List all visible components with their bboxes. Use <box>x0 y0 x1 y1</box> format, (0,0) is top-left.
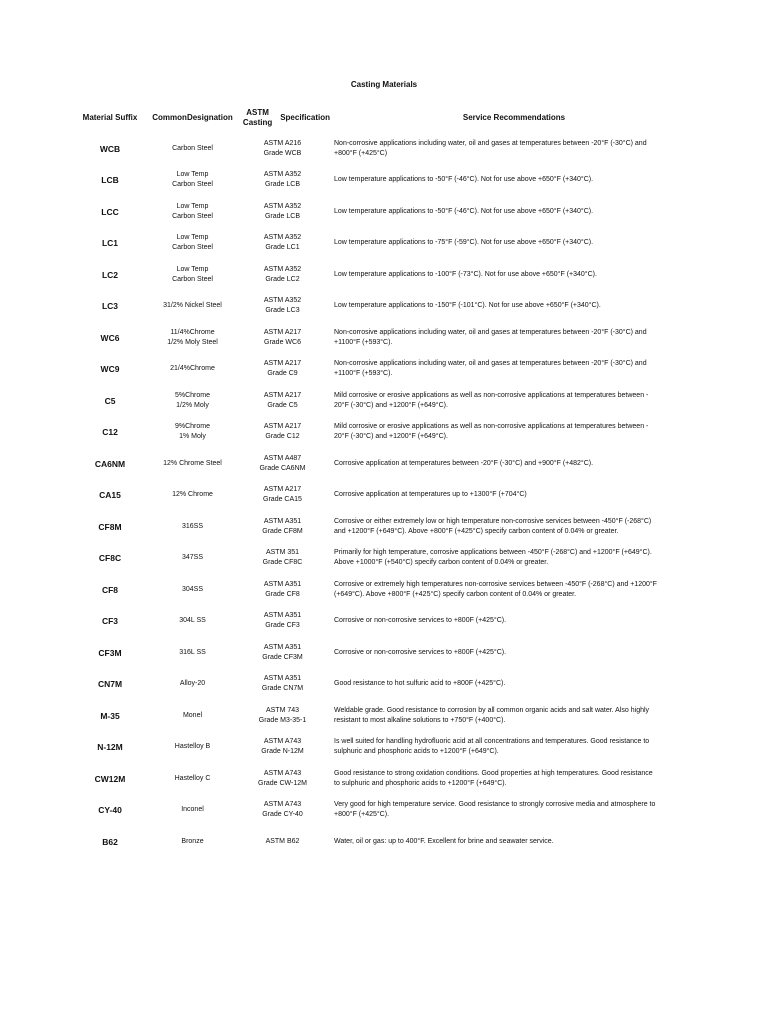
service-recommendation <box>334 480 694 512</box>
common-designation <box>150 259 235 291</box>
suffix-text: CA15 <box>99 490 121 501</box>
service-recommendation <box>334 574 694 606</box>
header-astm-specification <box>235 106 330 130</box>
text-line: 1/2% Moly Steel <box>167 338 218 346</box>
text-line: Grade M3-35-1 <box>258 716 307 724</box>
text-line: Low temperature applications to -75°F (-59°C). Not for use above +650°F (+340°C). <box>334 239 594 247</box>
material-suffix <box>70 480 150 512</box>
common-designation <box>150 228 235 260</box>
table-row <box>0 133 768 165</box>
material-suffix <box>70 669 150 701</box>
table-row <box>0 417 768 449</box>
service-recommendation <box>334 826 694 858</box>
text-line: ASTM A352 <box>263 202 302 210</box>
material-suffix <box>70 259 150 291</box>
text-line: Hastelloy B <box>174 743 211 751</box>
astm-specification <box>235 196 330 228</box>
text-line: Low temperature applications to -150°F (-101°C). Not for use above +650°F (+340°C). <box>334 302 601 310</box>
text-line: +800°F (+425°C) <box>334 149 388 157</box>
text-line: sulphuric and phosphoric acids to +1200°F (+649°C). <box>334 748 499 756</box>
text-line: Corrosive or non-corrosive services to +800F (+425°C). <box>334 617 507 625</box>
suffix-text: M-35 <box>100 710 120 721</box>
text-line: Non-corrosive applications including water, oil and gases at temperatures between -20°F (-30°C) and <box>334 139 647 147</box>
common-designation <box>150 732 235 764</box>
text-line: Carbon Steel <box>172 275 213 283</box>
text-line: 316SS <box>181 522 204 530</box>
table-row <box>0 196 768 228</box>
text-line: 1% Moly <box>179 433 206 441</box>
material-suffix <box>70 196 150 228</box>
common-designation <box>150 511 235 543</box>
text-line: Material Suffix <box>82 113 138 122</box>
common-designation <box>150 291 235 323</box>
service-recommendation <box>334 259 694 291</box>
suffix-text: CF8C <box>98 553 122 564</box>
text-line: 31/2% Nickel Steel <box>163 302 222 310</box>
common-designation <box>150 133 235 165</box>
text-line: +1100°F (+593°C). <box>334 370 393 378</box>
text-line: Grade LCB <box>264 181 301 189</box>
text-line: ASTM A217 <box>263 391 302 399</box>
service-recommendation <box>334 448 694 480</box>
common-designation <box>150 385 235 417</box>
text-line: 316L SS <box>179 648 206 656</box>
material-suffix <box>70 417 150 449</box>
text-line: ASTM A351 <box>263 643 302 651</box>
text-line: Mild corrosive or erosive applications as well as non-corrosive applications at temperatures between - <box>334 423 649 431</box>
text-line: Grade LCB <box>264 212 301 220</box>
text-line: Low Temp <box>176 202 209 210</box>
text-line: 347SS <box>181 554 204 562</box>
text-line: Alloy-20 <box>179 680 206 688</box>
text-line: Carbon Steel <box>172 181 213 189</box>
text-line: ASTM A352 <box>263 171 302 179</box>
text-line: ASTM A352 <box>263 265 302 273</box>
astm-specification <box>235 448 330 480</box>
astm-specification <box>235 700 330 732</box>
text-line: to sulphuric and phosphoric acids to +1200°F (+649°C). <box>334 779 507 787</box>
astm-specification <box>235 259 330 291</box>
text-line: ASTM A743 <box>263 738 302 746</box>
text-line: Grade WC6 <box>264 338 301 346</box>
text-line: Specification <box>280 113 330 122</box>
header-common-designation <box>150 106 235 130</box>
material-suffix <box>70 700 150 732</box>
text-line: Good resistance to hot sulfuric acid to +800F (+425°C). <box>334 680 506 688</box>
suffix-text: CA6NM <box>94 458 126 469</box>
astm-specification <box>235 543 330 575</box>
common-designation <box>150 165 235 197</box>
text-line: Low temperature applications to -100°F (-73°C). Not for use above +650°F (+340°C). <box>334 270 597 278</box>
table-row <box>0 291 768 323</box>
table-row <box>0 574 768 606</box>
text-line: 20°F (-30°C) and +1200°F (+649°C). <box>334 433 448 441</box>
service-recommendation <box>334 606 694 638</box>
text-line: Primarily for high temperature, corrosive applications between -450°F (-268°C) and +1200°F (+649°C). <box>334 549 652 557</box>
material-suffix <box>70 322 150 354</box>
table-row <box>0 606 768 638</box>
suffix-text: CF8M <box>98 521 122 532</box>
text-line: ASTM A352 <box>263 297 302 305</box>
common-designation <box>150 700 235 732</box>
text-line: +800°F (+425°C). <box>334 811 390 819</box>
table-row <box>0 543 768 575</box>
service-recommendation <box>334 700 694 732</box>
text-line: Low Temp <box>176 234 209 242</box>
text-line: 12% Chrome Steel <box>163 459 222 467</box>
service-recommendation <box>334 543 694 575</box>
table-row <box>0 795 768 827</box>
astm-specification <box>235 133 330 165</box>
text-line: Carbon Steel <box>172 144 213 152</box>
suffix-text: C5 <box>104 395 116 406</box>
text-line: Corrosive application at temperatures up to +1300°F (+704°C) <box>334 491 527 499</box>
material-suffix <box>70 354 150 386</box>
material-suffix <box>70 165 150 197</box>
text-line: Grade N-12M <box>261 748 304 756</box>
common-designation <box>150 322 235 354</box>
table-row <box>0 511 768 543</box>
service-recommendation <box>334 165 694 197</box>
astm-specification <box>235 511 330 543</box>
astm-specification <box>235 385 330 417</box>
text-line: Carbon Steel <box>172 212 213 220</box>
text-line: ASTM A743 <box>263 801 302 809</box>
text-line: Grade LC2 <box>265 275 300 283</box>
service-recommendation <box>334 763 694 795</box>
text-line: Carbon Steel <box>172 244 213 252</box>
text-line: Grade WCB <box>263 149 302 157</box>
table-row <box>0 322 768 354</box>
material-suffix <box>70 133 150 165</box>
text-line: Grade CA15 <box>263 496 302 504</box>
common-designation <box>150 354 235 386</box>
astm-specification <box>235 480 330 512</box>
text-line: Above +1000°F (+540°C) specify carbon content of 0.04% or greater. <box>334 559 549 567</box>
table-row <box>0 165 768 197</box>
text-line: Grade CY-40 <box>262 811 303 819</box>
table-row <box>0 385 768 417</box>
text-line: ASTM A351 <box>263 675 302 683</box>
text-line: ASTM A351 <box>263 580 302 588</box>
common-designation <box>150 826 235 858</box>
text-line: Grade CW-12M <box>258 779 307 787</box>
text-line: ASTM A352 <box>263 234 302 242</box>
service-recommendation <box>334 133 694 165</box>
astm-specification <box>235 637 330 669</box>
common-designation <box>150 763 235 795</box>
text-line: 1/2% Moly <box>176 401 209 409</box>
suffix-text: CN7M <box>97 679 123 690</box>
suffix-text: B62 <box>102 836 118 847</box>
common-designation <box>150 543 235 575</box>
common-designation <box>150 448 235 480</box>
text-line: 12% Chrome <box>172 491 213 499</box>
service-recommendation <box>334 511 694 543</box>
service-recommendation <box>334 354 694 386</box>
text-line: Bronze <box>181 837 204 845</box>
text-line: Grade LC1 <box>265 244 300 252</box>
materials-table <box>0 133 768 858</box>
astm-specification <box>235 669 330 701</box>
material-suffix <box>70 795 150 827</box>
common-designation <box>150 606 235 638</box>
suffix-text: C12 <box>102 427 118 438</box>
table-row <box>0 700 768 732</box>
text-line: 21/4%Chrome <box>170 365 215 373</box>
suffix-text: CY-40 <box>98 805 122 816</box>
text-line: 5%Chrome <box>174 391 210 399</box>
text-line: ASTM B62 <box>265 837 300 845</box>
suffix-text: LC3 <box>101 301 119 312</box>
service-recommendation <box>334 322 694 354</box>
common-designation <box>150 574 235 606</box>
text-line: (+649°C). Above +800°F (+425°C) specify carbon content of 0.04% or greater. <box>334 590 577 598</box>
text-line: Non-corrosive applications including water, oil and gases at temperatures between -20°F (-30°C) and <box>334 328 647 336</box>
table-row <box>0 826 768 858</box>
text-line: Grade CF8M <box>262 527 303 535</box>
table-row <box>0 259 768 291</box>
suffix-text: CF3 <box>101 616 119 627</box>
astm-specification <box>235 354 330 386</box>
text-line: Is well suited for handling hydrofluoric acid at all concentrations and temperatures. Good resistance to <box>334 738 650 746</box>
suffix-text: LCC <box>101 206 119 217</box>
text-line: Grade CF8C <box>262 559 303 567</box>
astm-specification <box>235 165 330 197</box>
service-recommendation <box>334 669 694 701</box>
text-line: ASTM Casting <box>242 108 273 127</box>
suffix-text: WC9 <box>100 364 120 375</box>
text-line: ASTM A351 <box>263 517 302 525</box>
text-line: Grade C9 <box>267 370 298 378</box>
common-designation <box>150 480 235 512</box>
common-designation <box>150 417 235 449</box>
service-recommendation <box>334 417 694 449</box>
text-line: and +1200°F (+649°C). Above +800°F (+425°C) specify carbon content of 0.04% or greater. <box>334 527 619 535</box>
text-line: ASTM A351 <box>263 612 302 620</box>
astm-specification <box>235 322 330 354</box>
suffix-text: WC6 <box>100 332 120 343</box>
text-line: Corrosive or extremely high temperatures non-corrosive services between -450°F (-268°C) and +1200°F <box>334 580 657 588</box>
material-suffix <box>70 448 150 480</box>
text-line: ASTM 351 <box>265 549 300 557</box>
text-line: Low temperature applications to -50°F (-46°C). Not for use above +650°F (+340°C). <box>334 207 594 215</box>
material-suffix <box>70 291 150 323</box>
table-row <box>0 448 768 480</box>
service-recommendation <box>334 795 694 827</box>
text-line: Hastelloy C <box>174 774 211 782</box>
table-row <box>0 763 768 795</box>
text-line: Grade LC3 <box>265 307 300 315</box>
text-line: Corrosive or either extremely low or high temperature non-corrosive services between -450°F (-268°C) <box>334 517 652 525</box>
table-row <box>0 732 768 764</box>
astm-specification <box>235 606 330 638</box>
text-line: Corrosive or non-corrosive services to +800F (+425°C). <box>334 648 507 656</box>
text-line: Common <box>152 113 187 122</box>
suffix-text: WCB <box>99 143 121 154</box>
material-suffix <box>70 543 150 575</box>
text-line: Grade CF3M <box>262 653 303 661</box>
text-line: Corrosive application at temperatures between -20°F (-30°C) and +900°F (+482°C). <box>334 459 594 467</box>
text-line: Weldable grade. Good resistance to corrosion by all common organic acids and salt water. Also highly <box>334 706 650 714</box>
suffix-text: LCB <box>101 175 119 186</box>
suffix-text: CF8 <box>101 584 119 595</box>
text-line: ASTM A217 <box>263 360 302 368</box>
table-row <box>0 637 768 669</box>
text-line: Grade CN7M <box>261 685 304 693</box>
text-line: 11/4%Chrome <box>170 328 215 336</box>
text-line: Water, oil or gas: up to 400°F. Excellent for brine and seawater service. <box>334 837 554 845</box>
text-line: Monel <box>182 711 203 719</box>
text-line: Low Temp <box>176 171 209 179</box>
text-line: 304SS <box>181 585 204 593</box>
text-line: ASTM 743 <box>265 706 300 714</box>
text-line: Designation <box>186 113 233 122</box>
text-line: ASTM A487 <box>263 454 302 462</box>
service-recommendation <box>334 291 694 323</box>
astm-specification <box>235 228 330 260</box>
common-designation <box>150 795 235 827</box>
text-line: 9%Chrome <box>174 423 210 431</box>
suffix-text: CF3M <box>98 647 122 658</box>
table-row <box>0 354 768 386</box>
text-line: Good resistance to strong oxidation conditions. Good properties at high temperatures. Good resistance <box>334 769 653 777</box>
astm-specification <box>235 732 330 764</box>
header-material-suffix <box>70 106 150 130</box>
text-line: Grade CF8 <box>265 590 300 598</box>
material-suffix <box>70 606 150 638</box>
material-suffix <box>70 732 150 764</box>
text-line: Mild corrosive or erosive applications as well as non-corrosive applications at temperatures between - <box>334 391 649 399</box>
text-line: resistant to most alkaline solutions to +750°F (+400°C). <box>334 716 506 724</box>
suffix-text: N-12M <box>97 742 123 753</box>
astm-specification <box>235 291 330 323</box>
suffix-text: CW12M <box>94 773 126 784</box>
material-suffix <box>70 637 150 669</box>
material-suffix <box>70 826 150 858</box>
text-line: ASTM A743 <box>263 769 302 777</box>
text-line: Grade C12 <box>265 433 300 441</box>
service-recommendation <box>334 228 694 260</box>
common-designation <box>150 637 235 669</box>
material-suffix <box>70 574 150 606</box>
suffix-text: LC2 <box>101 269 119 280</box>
text-line: Service Recommendations <box>462 113 566 122</box>
common-designation <box>150 196 235 228</box>
material-suffix <box>70 228 150 260</box>
common-designation <box>150 669 235 701</box>
page-title: Casting Materials <box>350 80 418 89</box>
service-recommendation <box>334 732 694 764</box>
material-suffix <box>70 511 150 543</box>
astm-specification <box>235 574 330 606</box>
text-line: Grade CF3 <box>265 622 300 630</box>
text-line: Grade CA6NM <box>259 464 306 472</box>
table-row <box>0 669 768 701</box>
table-row <box>0 228 768 260</box>
text-line: Low temperature applications to -50°F (-46°C). Not for use above +650°F (+340°C). <box>334 176 594 184</box>
text-line: Low Temp <box>176 265 209 273</box>
text-line: +1100°F (+593°C). <box>334 338 393 346</box>
service-recommendation <box>334 196 694 228</box>
text-line: Non-corrosive applications including water, oil and gases at temperatures between -20°F (-30°C) and <box>334 360 647 368</box>
text-line: ASTM A217 <box>263 423 302 431</box>
table-row <box>0 480 768 512</box>
text-line: 304L SS <box>179 617 206 625</box>
astm-specification <box>235 826 330 858</box>
text-line: 20°F (-30°C) and +1200°F (+649°C). <box>334 401 448 409</box>
astm-specification <box>235 763 330 795</box>
text-line: Very good for high temperature service. Good resistance to strongly corrosive media and atmosphere to <box>334 801 656 809</box>
text-line: ASTM A216 <box>263 139 302 147</box>
text-line: ASTM A217 <box>263 486 302 494</box>
material-suffix <box>70 385 150 417</box>
text-line: Grade C5 <box>267 401 298 409</box>
suffix-text: LC1 <box>101 238 119 249</box>
text-line: ASTM A217 <box>263 328 302 336</box>
service-recommendation <box>334 637 694 669</box>
header-service-recommendations <box>334 106 694 130</box>
service-recommendation <box>334 385 694 417</box>
astm-specification <box>235 795 330 827</box>
astm-specification <box>235 417 330 449</box>
material-suffix <box>70 763 150 795</box>
text-line: Inconel <box>181 806 204 814</box>
